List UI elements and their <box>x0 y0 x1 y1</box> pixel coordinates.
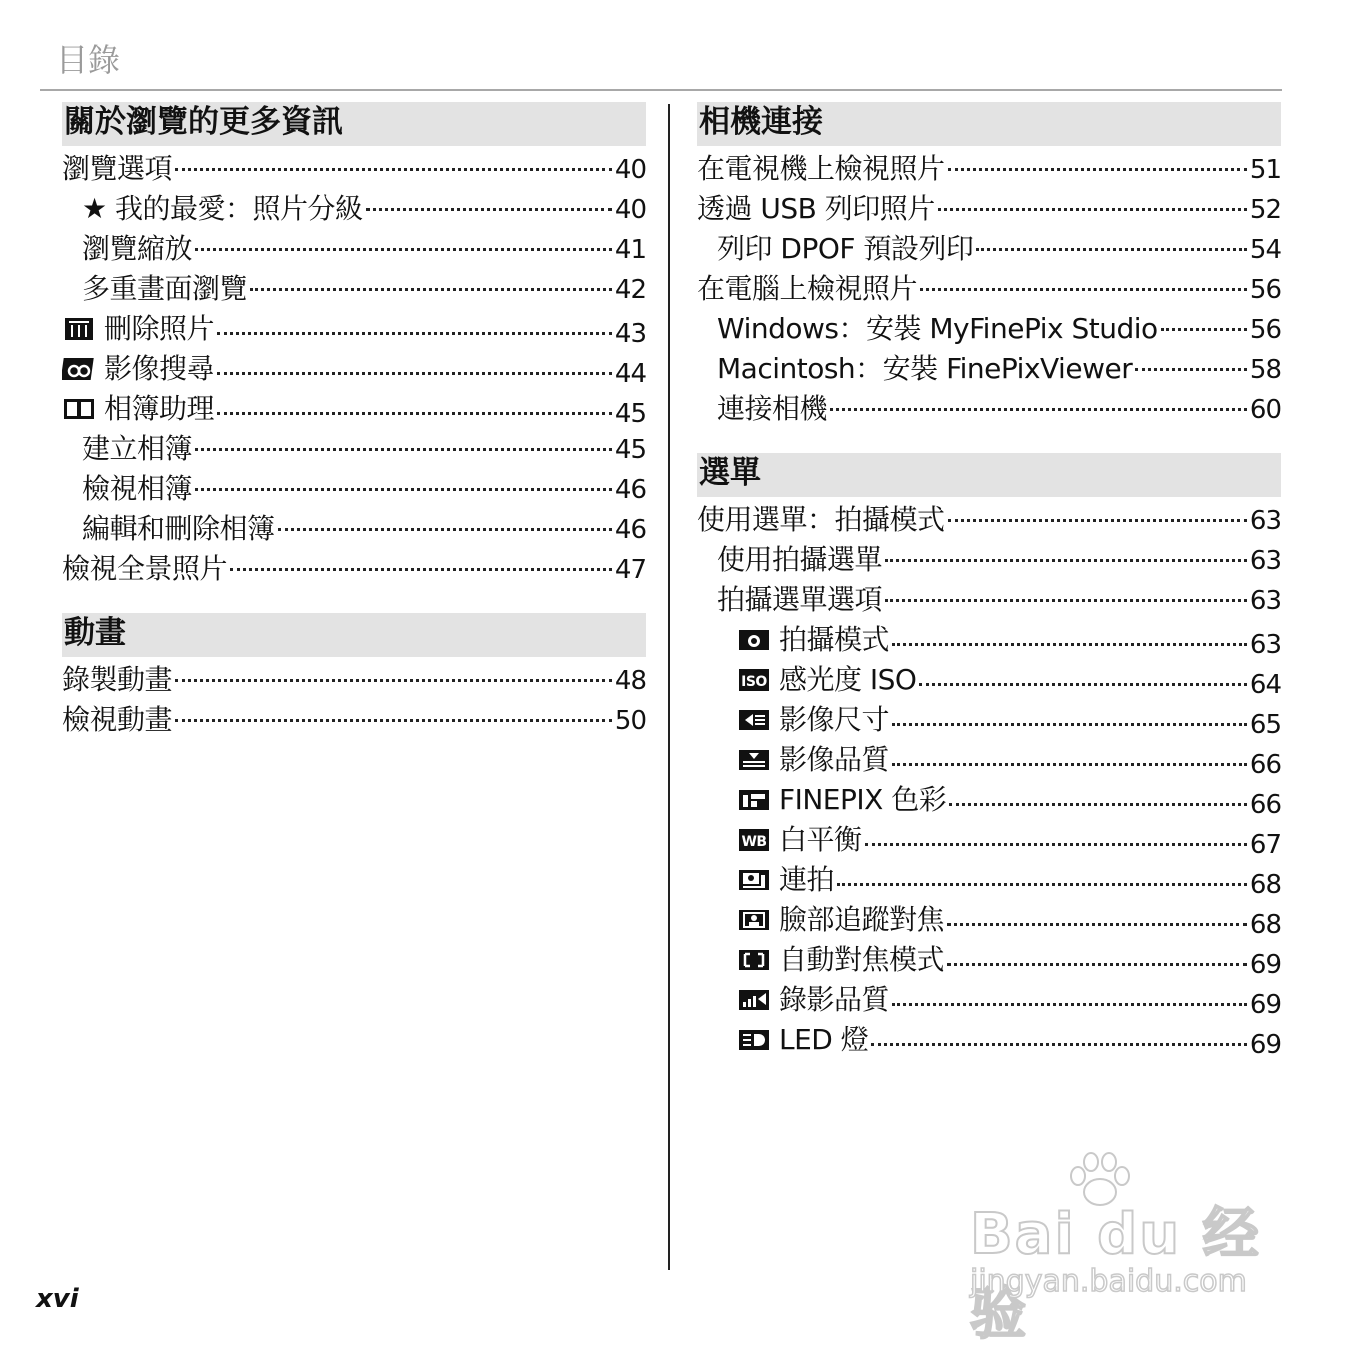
section-heading: 相機連接 <box>697 102 1281 146</box>
toc-page-number: 56 <box>1249 315 1281 345</box>
dot-leader <box>175 678 612 682</box>
watermark-url: jingyan.baidu.com <box>970 1264 1247 1299</box>
dot-leader <box>865 842 1247 846</box>
toc-entry[interactable] <box>62 509 646 549</box>
toc-entry-label: 瀏覽縮放 <box>82 232 193 265</box>
toc-entry-label-wrap <box>717 389 827 429</box>
toc-entry[interactable] <box>62 149 646 189</box>
toc-entry-label: Windows：安裝 MyFinePix Studio <box>717 312 1158 345</box>
toc-entry-label: 連接相機 <box>717 392 828 425</box>
toc-entry[interactable] <box>697 149 1281 189</box>
dot-leader <box>947 962 1247 966</box>
toc-page-number: 46 <box>614 515 646 545</box>
page-number: xvi <box>36 1284 79 1314</box>
toc-section <box>62 613 646 740</box>
dot-leader <box>885 558 1247 562</box>
toc-entry[interactable] <box>697 980 1281 1020</box>
toc-entry[interactable] <box>697 660 1281 700</box>
toc-entry[interactable] <box>697 349 1281 389</box>
toc-entry[interactable] <box>62 189 646 229</box>
toc-entry-label-wrap <box>62 149 172 189</box>
toc-page-number: 68 <box>1249 870 1281 900</box>
toc-page-number: 63 <box>1249 546 1281 576</box>
toc-entry-label-wrap <box>737 980 889 1020</box>
dot-leader <box>892 722 1247 726</box>
dot-leader <box>217 371 612 375</box>
toc-entry-label: 白平衡 <box>779 823 862 856</box>
toc-entry-label: 感光度 ISO <box>779 663 917 696</box>
dot-leader <box>278 527 612 531</box>
toc-section <box>697 453 1281 1060</box>
dot-leader <box>837 882 1247 886</box>
toc-entry[interactable] <box>697 820 1281 860</box>
toc-entry-label: 在電視機上檢視照片 <box>697 152 945 185</box>
movie-quality-icon <box>737 987 771 1013</box>
toc-entry-label-wrap <box>717 580 882 620</box>
toc-entry[interactable] <box>62 660 646 700</box>
toc-entry[interactable] <box>62 229 646 269</box>
toc-entry-label: 連拍 <box>779 863 835 896</box>
toc-entry-label: 拍攝選單選項 <box>717 583 883 616</box>
toc-entry-label: 錄製動畫 <box>62 663 173 696</box>
toc-entry-label-wrap <box>62 389 214 429</box>
toc-entry[interactable] <box>697 389 1281 429</box>
dot-leader <box>976 247 1247 251</box>
dot-leader <box>938 207 1247 211</box>
toc-entry-label: 影像品質 <box>779 743 890 776</box>
watermark-brand: Bai du 经验 <box>970 1202 1261 1347</box>
toc-entry-label: 臉部追蹤對焦 <box>779 903 945 936</box>
toc-entry[interactable] <box>62 469 646 509</box>
column-divider <box>668 104 670 1270</box>
dot-leader <box>230 567 612 571</box>
dot-leader <box>892 762 1247 766</box>
dot-leader <box>366 207 612 211</box>
toc-entry-label-wrap <box>737 700 889 740</box>
toc-entry-label-wrap <box>82 229 192 269</box>
toc-entry[interactable] <box>697 860 1281 900</box>
toc-entry-label-wrap <box>62 309 214 349</box>
toc-entry-label-wrap <box>62 349 214 389</box>
toc-entry[interactable] <box>697 580 1281 620</box>
toc-entry-label-wrap <box>737 820 862 860</box>
toc-entry-label: Macintosh：安裝 FinePixViewer <box>717 352 1133 385</box>
toc-entry-label-wrap <box>737 900 944 940</box>
dot-leader <box>195 247 612 251</box>
toc-entry[interactable] <box>62 700 646 740</box>
toc-page-number: 40 <box>614 195 646 225</box>
toc-entry-label: 檢視相簿 <box>82 472 193 505</box>
toc-entry[interactable] <box>697 940 1281 980</box>
toc-entry-label: 檢視全景照片 <box>62 552 228 585</box>
toc-entry-label-wrap <box>737 780 946 820</box>
toc-entry-label-wrap <box>697 149 945 189</box>
dot-leader <box>830 407 1247 411</box>
dot-leader <box>947 922 1247 926</box>
section-heading: 動畫 <box>62 613 646 657</box>
toc-entry-label: 影像尺寸 <box>779 703 890 736</box>
toc-entry-label-wrap <box>62 660 172 700</box>
toc-entry-label: 多重畫面瀏覽 <box>82 272 248 305</box>
toc-page-number: 45 <box>614 435 646 465</box>
toc-entry-label-wrap <box>717 540 882 580</box>
toc-page-number: 64 <box>1249 670 1281 700</box>
toc-entry[interactable] <box>62 389 646 429</box>
image-quality-icon <box>737 747 771 773</box>
toc-entry-label: FINEPIX 色彩 <box>779 783 947 816</box>
toc-page-number: 69 <box>1249 1030 1281 1060</box>
dot-leader <box>1135 367 1247 371</box>
toc-entry-label: 檢視動畫 <box>62 703 173 736</box>
toc-entry-label: 相簿助理 <box>104 392 215 425</box>
iso-icon <box>737 667 771 693</box>
toc-entry-label: 瀏覽選項 <box>62 152 173 185</box>
toc-entry-label: 編輯和刪除相簿 <box>82 512 275 545</box>
af-mode-icon <box>737 947 771 973</box>
section-heading: 關於瀏覽的更多資訊 <box>62 102 646 146</box>
toc-entry-label: 建立相簿 <box>82 432 193 465</box>
toc-page-number: 48 <box>614 666 646 696</box>
binoculars-icon <box>62 356 96 382</box>
toc-entry[interactable] <box>697 189 1281 229</box>
toc-page-number: 66 <box>1249 790 1281 820</box>
book-icon <box>62 396 96 422</box>
toc-entry-label: 透過 USB 列印照片 <box>697 192 935 225</box>
toc-section <box>697 102 1281 429</box>
toc-entry[interactable] <box>697 1020 1281 1060</box>
toc-entry-label-wrap <box>82 469 192 509</box>
svg-text:ISO: ISO <box>741 674 767 690</box>
dot-leader <box>217 331 612 335</box>
toc-entry[interactable] <box>697 309 1281 349</box>
toc-section <box>62 102 646 589</box>
toc-entry-label-wrap <box>737 940 944 980</box>
dot-leader <box>919 682 1246 686</box>
toc-page-number: 46 <box>614 475 646 505</box>
toc-page-number: 42 <box>614 275 646 305</box>
toc-entry[interactable] <box>697 540 1281 580</box>
toc-page-number: 63 <box>1249 630 1281 660</box>
toc-entry-label-wrap <box>697 189 935 229</box>
toc-page-number: 66 <box>1249 750 1281 780</box>
dot-leader <box>892 1002 1247 1006</box>
toc-page-number: 67 <box>1249 830 1281 860</box>
toc-entry-label: 影像搜尋 <box>104 352 215 385</box>
toc-page-number: 50 <box>614 706 646 736</box>
left-column <box>62 102 646 764</box>
toc-entry-label: 使用拍攝選單 <box>717 543 883 576</box>
page-header-title: 目錄 <box>56 41 121 79</box>
toc-page-number: 45 <box>614 399 646 429</box>
toc-page-number: 69 <box>1249 950 1281 980</box>
continuous-shooting-icon <box>737 867 771 893</box>
dot-leader <box>175 167 612 171</box>
toc-entry[interactable] <box>62 269 646 309</box>
toc-entry-label-wrap <box>737 620 889 660</box>
toc-entry-label-wrap <box>737 660 916 700</box>
toc-entry-label-wrap <box>82 189 363 229</box>
toc-entry[interactable] <box>697 500 1281 540</box>
toc-entry-label-wrap <box>737 1020 868 1060</box>
toc-page-number: 60 <box>1249 395 1281 425</box>
section-heading: 選單 <box>697 453 1281 497</box>
dot-leader <box>949 802 1247 806</box>
face-detection-icon <box>737 907 771 933</box>
toc-entry-label-wrap <box>717 309 1158 349</box>
dot-leader <box>250 287 612 291</box>
toc-entry[interactable] <box>697 700 1281 740</box>
toc-entry-label-wrap <box>717 229 973 269</box>
toc-page-number: 56 <box>1249 275 1281 305</box>
toc-page-number: 41 <box>614 235 646 265</box>
toc-entry-label: LED 燈 <box>779 1023 869 1056</box>
toc-page-number: 47 <box>614 555 646 585</box>
toc-entry-label: ★ 我的最愛：照片分級 <box>82 192 363 225</box>
dot-leader <box>892 642 1247 646</box>
toc-entry-label-wrap <box>737 860 834 900</box>
toc-entry-label: 拍攝模式 <box>779 623 890 656</box>
dot-leader <box>948 518 1247 522</box>
toc-entry-label: 使用選單：拍攝模式 <box>697 503 945 536</box>
dot-leader <box>885 598 1247 602</box>
toc-entry[interactable] <box>697 269 1281 309</box>
toc-page-number: 52 <box>1249 195 1281 225</box>
toc-entry[interactable] <box>62 349 646 389</box>
toc-page-number: 65 <box>1249 710 1281 740</box>
toc-entry[interactable] <box>697 620 1281 660</box>
toc-entry-label-wrap <box>717 349 1132 389</box>
led-light-icon <box>737 1027 771 1053</box>
toc-entry-label: 在電腦上檢視照片 <box>697 272 918 305</box>
image-size-icon <box>737 707 771 733</box>
svg-text:WB: WB <box>741 834 767 850</box>
toc-entry-label-wrap <box>62 700 172 740</box>
toc-entry-label: 刪除照片 <box>104 312 215 345</box>
toc-entry-label-wrap <box>697 269 917 309</box>
toc-entry-label: 錄影品質 <box>779 983 890 1016</box>
right-column <box>697 102 1281 1084</box>
toc-page-number: 54 <box>1249 235 1281 265</box>
toc-entry[interactable] <box>62 309 646 349</box>
toc-entry[interactable] <box>62 549 646 589</box>
trash-icon <box>62 316 96 342</box>
toc-entry[interactable] <box>697 740 1281 780</box>
dot-leader <box>175 718 612 722</box>
toc-entry-label-wrap <box>737 740 889 780</box>
toc-entry-label: 列印 DPOF 預設列印 <box>717 232 974 265</box>
toc-page-number: 43 <box>614 319 646 349</box>
toc-page-number: 63 <box>1249 506 1281 536</box>
toc-entry-label: 自動對焦模式 <box>779 943 945 976</box>
toc-entry[interactable] <box>697 780 1281 820</box>
toc-entry[interactable] <box>697 229 1281 269</box>
dot-leader <box>920 287 1247 291</box>
dot-leader <box>948 167 1247 171</box>
header-rule <box>40 89 1282 91</box>
toc-entry-label-wrap <box>697 500 945 540</box>
toc-page-number: 69 <box>1249 990 1281 1020</box>
dot-leader <box>871 1042 1247 1046</box>
toc-entry-label-wrap <box>82 269 247 309</box>
toc-entry-label-wrap <box>62 549 227 589</box>
dot-leader <box>217 411 612 415</box>
toc-page-number: 68 <box>1249 910 1281 940</box>
toc-page-number: 40 <box>614 155 646 185</box>
toc-entry[interactable] <box>697 900 1281 940</box>
toc-entry[interactable] <box>62 429 646 469</box>
finepix-color-icon <box>737 787 771 813</box>
watermark <box>960 1150 1280 1347</box>
white-balance-icon <box>737 827 771 853</box>
camera-icon <box>737 627 771 653</box>
toc-page-number: 63 <box>1249 586 1281 616</box>
dot-leader <box>1161 327 1247 331</box>
dot-leader <box>195 487 612 491</box>
dot-leader <box>195 447 612 451</box>
toc-page-number: 58 <box>1249 355 1281 385</box>
toc-page-number: 51 <box>1249 155 1281 185</box>
toc-entry-label-wrap <box>82 429 192 469</box>
toc-page-number: 44 <box>614 359 646 389</box>
toc-entry-label-wrap <box>82 509 275 549</box>
